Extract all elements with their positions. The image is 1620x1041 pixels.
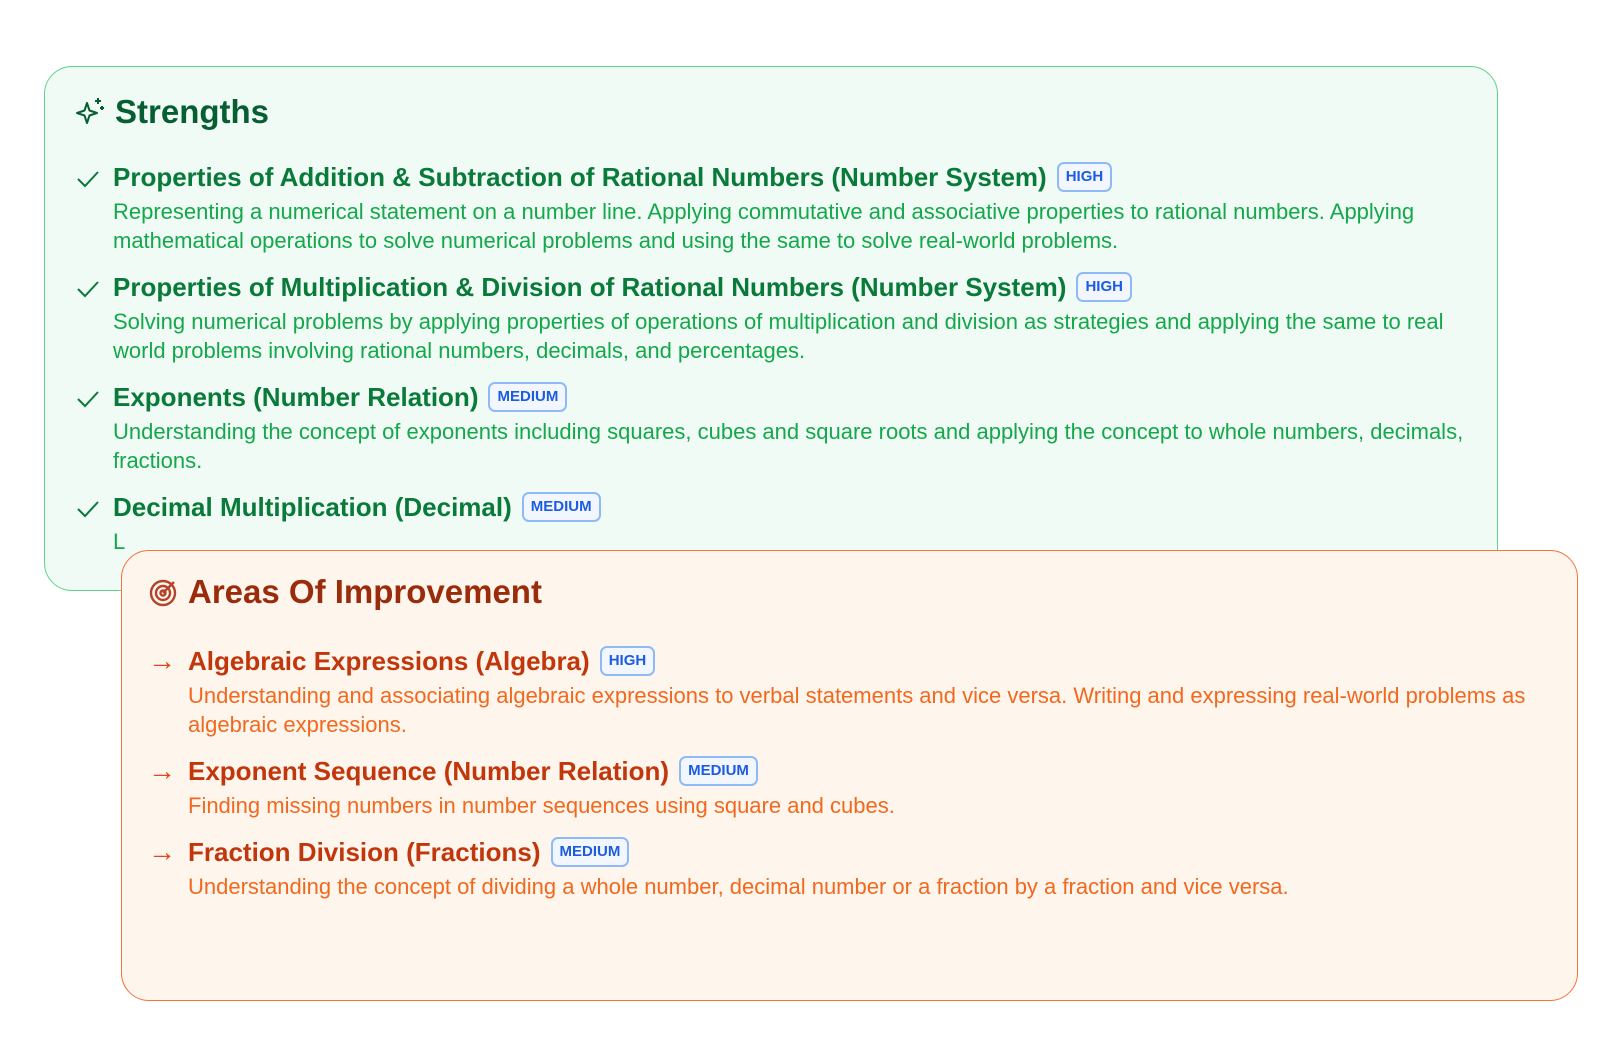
improvement-item (148, 834, 1567, 901)
strengths-item (73, 159, 1487, 255)
improvement-card (121, 550, 1578, 1001)
priority-badge: HIGH (600, 646, 656, 676)
item-description: Understanding and associating algebraic expressions to verbal statements and vice versa. Writing and expressing real-world problems as algebraic expressions. (188, 683, 1526, 737)
item-title: Properties of Multiplication & Division of Rational Numbers (Number System) (113, 272, 1067, 302)
strengths-item (73, 489, 1487, 556)
strengths-title: Strengths (115, 93, 270, 130)
improvement-title: Areas Of Improvement (188, 573, 542, 610)
priority-badge: MEDIUM (551, 837, 630, 867)
check-icon (73, 493, 103, 523)
arrow-right-icon: → (148, 755, 176, 786)
item-description: Understanding the concept of exponents including squares, cubes and square roots and applying the concept to whole numbers, decimals, fractions. (113, 419, 1464, 473)
item-title: Decimal Multiplication (Decimal) (113, 492, 512, 522)
strengths-card (44, 66, 1498, 591)
item-title: Exponent Sequence (Number Relation) (188, 756, 670, 786)
item-description: Solving numerical problems by applying properties of operations of multiplication and division as strategies and applying the same to real world problems involving rational numbers, decimals, and percentages. (113, 309, 1444, 363)
arrow-right-icon: → (148, 645, 176, 676)
priority-badge: MEDIUM (679, 756, 758, 786)
strengths-item (73, 379, 1487, 475)
item-description: Understanding the concept of dividing a whole number, decimal number or a fraction by a fraction and vice versa. (188, 874, 1289, 899)
priority-badge: HIGH (1057, 162, 1113, 192)
item-description: Finding missing numbers in number sequences using square and cubes. (188, 793, 895, 818)
item-title: Properties of Addition & Subtraction of Rational Numbers (Number System) (113, 162, 1047, 192)
check-icon (73, 383, 103, 413)
item-title-row (188, 834, 1567, 870)
improvement-list (148, 643, 1567, 915)
item-title-row (113, 489, 1487, 525)
arrow-right-icon: → (148, 836, 176, 867)
improvement-item (148, 643, 1567, 739)
strengths-header (73, 93, 269, 131)
item-title: Exponents (Number Relation) (113, 382, 479, 412)
check-icon (73, 163, 103, 193)
improvement-header (148, 573, 542, 611)
strengths-item (73, 269, 1487, 365)
target-icon (148, 576, 180, 608)
strengths-list (73, 159, 1487, 570)
item-title-row (113, 159, 1487, 195)
sparkles-icon (73, 95, 107, 129)
check-icon (73, 273, 103, 303)
improvement-item (148, 753, 1567, 820)
priority-badge: HIGH (1076, 272, 1132, 302)
item-title: Fraction Division (Fractions) (188, 837, 541, 867)
item-title-row (188, 753, 1567, 789)
item-title-row (188, 643, 1567, 679)
priority-badge: MEDIUM (522, 492, 601, 522)
item-title-row (113, 379, 1487, 415)
item-title-row (113, 269, 1487, 305)
item-title: Algebraic Expressions (Algebra) (188, 646, 590, 676)
item-description: L (113, 529, 126, 554)
priority-badge: MEDIUM (488, 382, 567, 412)
item-description: Representing a numerical statement on a number line. Applying commutative and associative properties to rational numbers. Applying mathematical operations to solve numerical problems and using the same to solve real-world problems. (113, 199, 1415, 253)
